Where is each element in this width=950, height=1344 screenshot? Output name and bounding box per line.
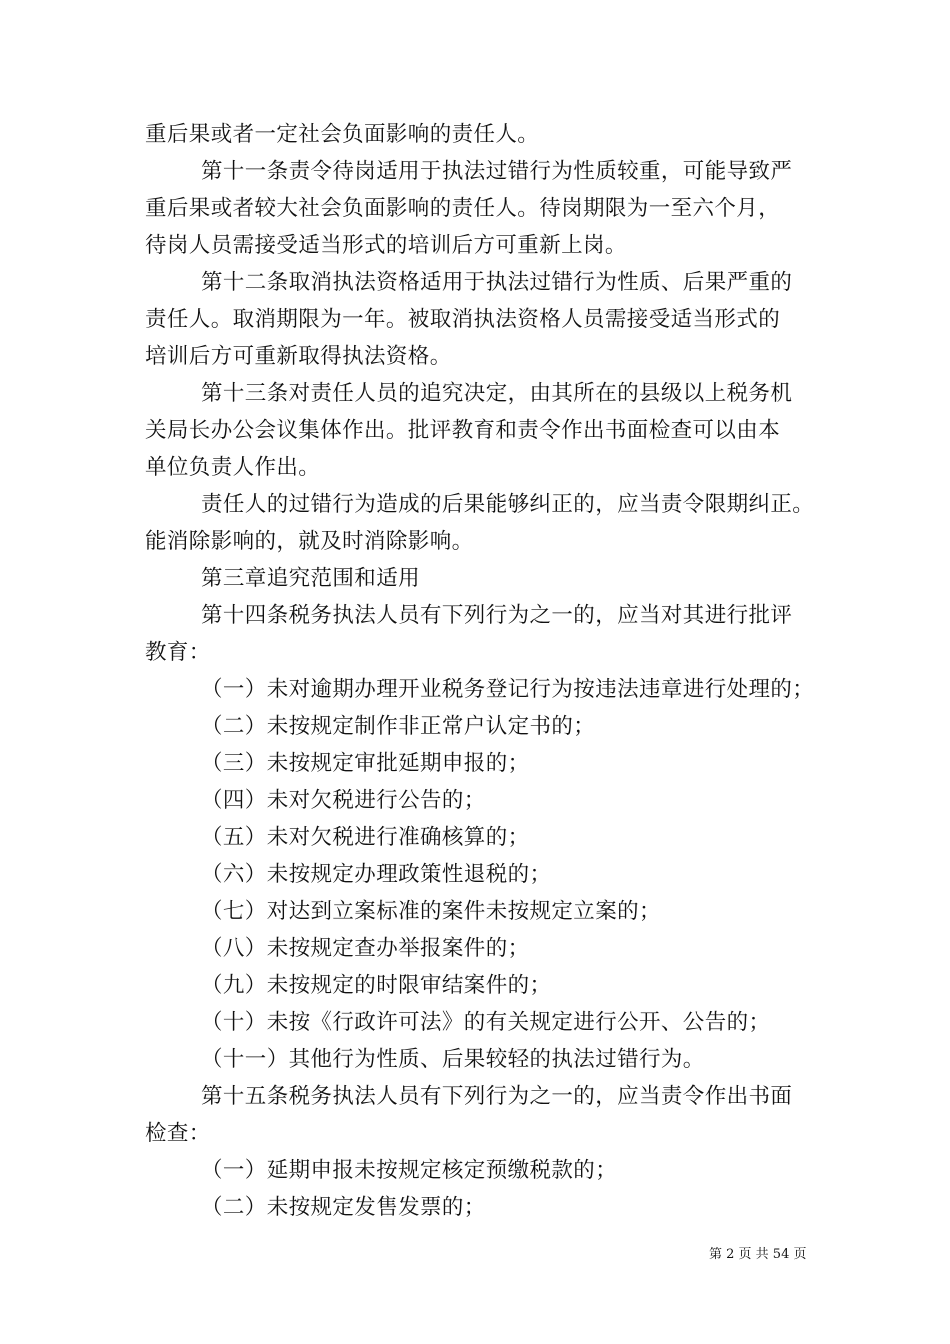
text-line: 第十一条责令待岗适用于执法过错行为性质较重，可能导致严	[201, 159, 793, 184]
text-line: 第三章追究范围和适用	[201, 566, 421, 591]
text-line: 培训后方可重新取得执法资格。	[145, 344, 452, 369]
text-line: 第十四条税务执法人员有下列行为之一的，应当对其进行批评	[201, 603, 793, 628]
text-line: 关局长办公会议集体作出。批评教育和责令作出书面检查可以由本	[145, 418, 781, 443]
text-line: 重后果或者较大社会负面影响的责任人。待岗期限为一至六个月，	[145, 196, 781, 221]
list-item: （六）未按规定办理政策性退税的；	[201, 862, 552, 887]
text-line: 待岗人员需接受适当形式的培训后方可重新上岗。	[145, 233, 627, 258]
list-item: （十一）其他行为性质、后果较轻的执法过错行为。	[201, 1047, 705, 1072]
text-line: 教育：	[145, 640, 211, 665]
list-item: （二）未按规定制作非正常户认定书的；	[201, 714, 596, 739]
list-item: （十）未按《行政许可法》的有关规定进行公开、公告的；	[201, 1010, 771, 1035]
text-line: 第十二条取消执法资格适用于执法过错行为性质、后果严重的	[201, 270, 793, 295]
list-item: （二）未按规定发售发票的；	[201, 1195, 486, 1220]
list-item: （四）未对欠税进行公告的；	[201, 788, 486, 813]
list-item: （一）未对逾期办理开业税务登记行为按违法违章进行处理的；	[201, 677, 815, 702]
text-line: 单位负责人作出。	[145, 455, 321, 480]
text-line: 第十三条对责任人员的追究决定，由其所在的县级以上税务机	[201, 381, 793, 406]
document-body	[145, 116, 825, 1226]
text-line: 责任人的过错行为造成的后果能够纠正的，应当责令限期纠正。	[201, 492, 815, 517]
text-line: 检查：	[145, 1121, 211, 1146]
list-item: （七）对达到立案标准的案件未按规定立案的；	[201, 899, 661, 924]
page-footer: 第 2 页 共 54 页	[709, 1247, 807, 1262]
list-item: （八）未按规定查办举报案件的；	[201, 936, 530, 961]
text-line: 第十五条税务执法人员有下列行为之一的，应当责令作出书面	[201, 1084, 793, 1109]
list-item: （一）延期申报未按规定核定预缴税款的；	[201, 1158, 618, 1183]
text-line: 能消除影响的，就及时消除影响。	[145, 529, 474, 554]
list-item: （九）未按规定的时限审结案件的；	[201, 973, 552, 998]
text-line: 责任人。取消期限为一年。被取消执法资格人员需接受适当形式的	[145, 307, 781, 332]
list-item: （三）未按规定审批延期申报的；	[201, 751, 530, 776]
text-line: 重后果或者一定社会负面影响的责任人。	[145, 122, 540, 147]
list-item: （五）未对欠税进行准确核算的；	[201, 825, 530, 850]
